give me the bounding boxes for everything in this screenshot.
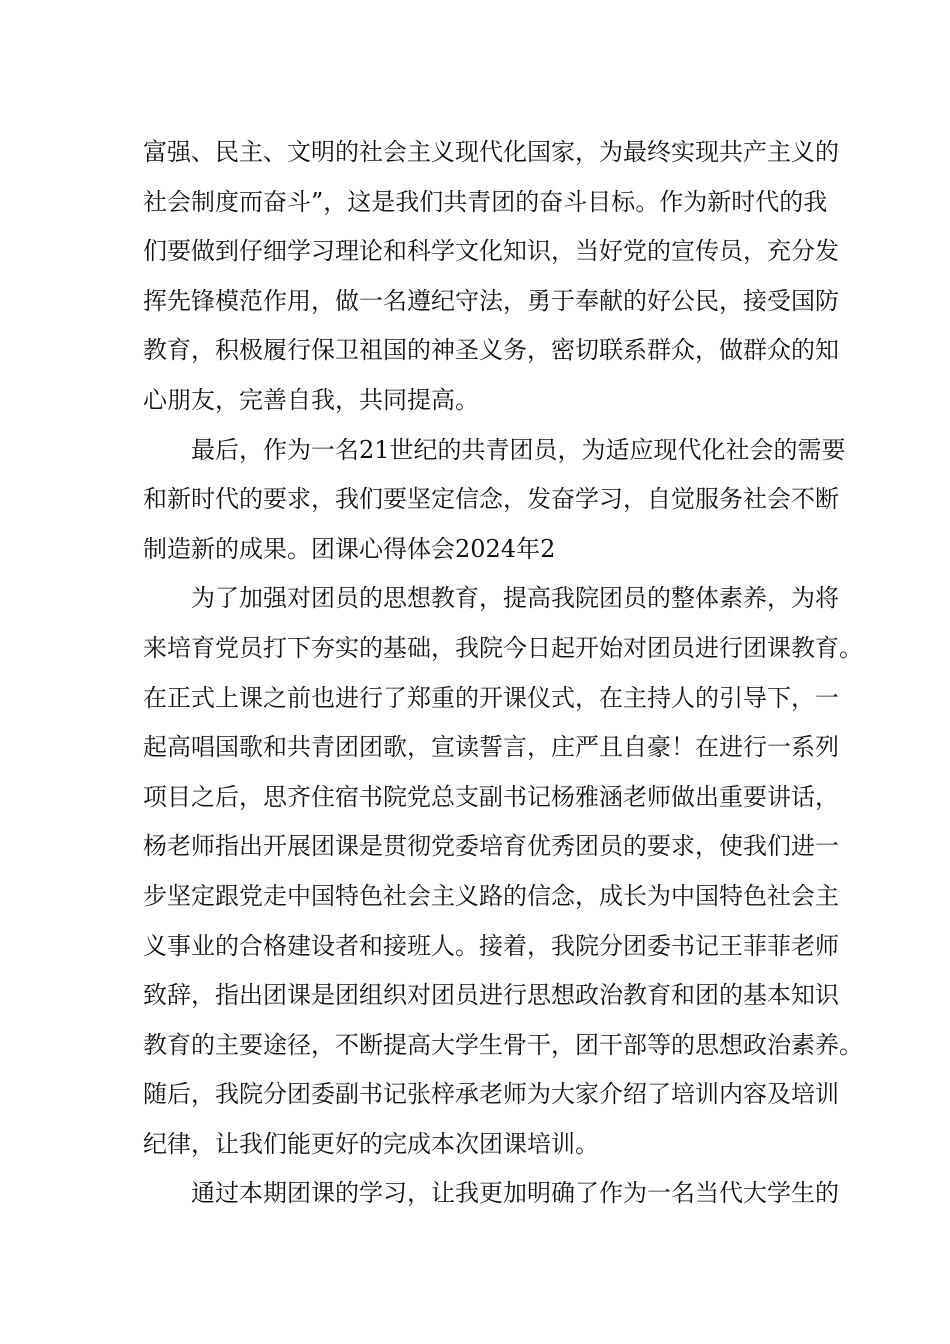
- text-line: 挥先锋模范作用，做一名遵纪守法，勇于奉献的好公民，接受国防: [143, 286, 839, 315]
- text-line: 和新时代的要求，我们要坚定信念，发奋学习，自觉服务社会不断: [143, 485, 839, 514]
- text-line: 们要做到仔细学习理论和科学文化知识，当好党的宣传员，充分发: [143, 237, 839, 266]
- text-line: 社会制度而奋斗”，这是我们共青团的奋斗目标。作为新时代的我: [143, 187, 828, 216]
- text-line: 通过本期团课的学习，让我更加明确了作为一名当代大学生的: [191, 1179, 839, 1208]
- text-line: 教育，积极履行保卫祖国的神圣义务，密切联系群众，做群众的知: [143, 336, 839, 365]
- text-line: 教育的主要途径，不断提高大学生骨干，团干部等的思想政治素养。: [143, 1030, 863, 1059]
- text-line: 最后，作为一名21世纪的共青团员，为适应现代化社会的需要: [191, 435, 846, 464]
- text-line: 致辞，指出团课是团组织对团员进行思想政治教育和团的基本知识: [143, 981, 839, 1010]
- text-line: 在正式上课之前也进行了郑重的开课仪式，在主持人的引导下，一: [143, 683, 839, 712]
- text-line: 制造新的成果。团课心得体会2024年2: [143, 534, 556, 563]
- text-line: 项目之后，思齐住宿书院党总支副书记杨雅涵老师做出重要讲话，: [143, 782, 839, 811]
- text-line: 随后，我院分团委副书记张梓承老师为大家介绍了培训内容及培训: [143, 1080, 839, 1109]
- text-line: 为了加强对团员的思想教育，提高我院团员的整体素养，为将: [191, 584, 839, 613]
- text-line: 来培育党员打下夯实的基础，我院今日起开始对团员进行团课教育。: [143, 633, 863, 662]
- text-line: 起高唱国歌和共青团团歌，宣读誓言，庄严且自豪！在进行一系列: [143, 733, 839, 762]
- text-line: 义事业的合格建设者和接班人。接着，我院分团委书记王菲菲老师: [143, 931, 839, 960]
- text-line: 纪律，让我们能更好的完成本次团课培训。: [143, 1129, 599, 1158]
- text-line: 富强、民主、文明的社会主义现代化国家，为最终实现共产主义的: [143, 138, 839, 166]
- text-line: 步坚定跟党走中国特色社会主义路的信念，成长为中国特色社会主: [143, 881, 839, 910]
- text-line: 杨老师指出开展团课是贯彻党委培育优秀团员的要求，使我们进一: [143, 832, 839, 861]
- document-body: [143, 128, 863, 1219]
- text-line: 心朋友，完善自我，共同提高。: [143, 385, 479, 414]
